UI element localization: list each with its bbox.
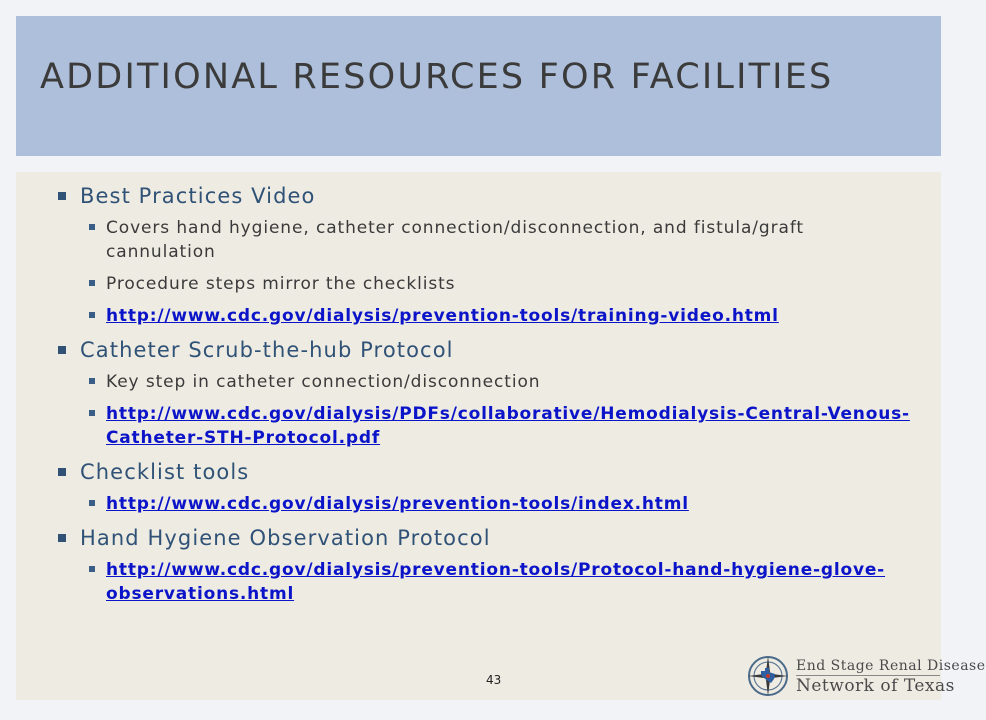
logo-line-2: Network of Texas <box>796 676 955 696</box>
slide-title: ADDITIONAL RESOURCES FOR FACILITIES <box>40 57 834 97</box>
bullet-heading: Checklist tools <box>80 460 250 484</box>
hand-hygiene-protocol-link[interactable]: http://www.cdc.gov/dialysis/prevention-tools/Protocol-hand-hygiene-glove-observations.html <box>106 560 886 604</box>
square-bullet-icon <box>58 468 66 476</box>
sub-bullet <box>56 558 916 606</box>
sub-bullet <box>56 216 916 264</box>
square-bullet-icon <box>89 280 95 286</box>
bullet-heading: Hand Hygiene Observation Protocol <box>80 526 491 550</box>
square-bullet-icon <box>89 500 95 506</box>
texas-seal-icon <box>746 652 790 700</box>
square-bullet-icon <box>58 192 66 200</box>
sub-bullet <box>56 370 916 394</box>
network-logo <box>746 650 986 704</box>
bullet-heading: Best Practices Video <box>80 184 316 208</box>
content-panel <box>16 172 941 700</box>
sub-bullet-text: Covers hand hygiene, catheter connection/disconnection, and fistula/graft cannulation <box>106 218 804 262</box>
bullet-heading: Catheter Scrub-the-hub Protocol <box>80 338 454 362</box>
bullet-best-practices-video <box>56 182 916 210</box>
page-number: 43 <box>486 673 502 687</box>
sub-bullet <box>56 492 916 516</box>
sub-bullet <box>56 304 916 328</box>
square-bullet-icon <box>58 346 66 354</box>
sub-bullet <box>56 272 916 296</box>
logo-line-1: End Stage Renal Disease <box>796 658 986 674</box>
square-bullet-icon <box>89 566 95 572</box>
square-bullet-icon <box>89 224 95 230</box>
bullet-hand-hygiene <box>56 524 916 552</box>
sub-bullet <box>56 402 916 450</box>
bullet-scrub-the-hub <box>56 336 916 364</box>
bullet-checklist-tools <box>56 458 916 486</box>
sub-bullet-text: Key step in catheter connection/disconnection <box>106 372 541 392</box>
checklist-tools-link[interactable]: http://www.cdc.gov/dialysis/prevention-tools/index.html <box>106 494 689 514</box>
bullet-list <box>56 182 916 614</box>
sth-protocol-link[interactable]: http://www.cdc.gov/dialysis/PDFs/collaborative/Hemodialysis-Central-Venous-Catheter-STH-Protocol.pdf <box>106 404 910 448</box>
square-bullet-icon <box>89 312 95 318</box>
sub-bullet-text: Procedure steps mirror the checklists <box>106 274 456 294</box>
square-bullet-icon <box>89 378 95 384</box>
square-bullet-icon <box>58 534 66 542</box>
training-video-link[interactable]: http://www.cdc.gov/dialysis/prevention-tools/training-video.html <box>106 306 779 326</box>
square-bullet-icon <box>89 410 95 416</box>
